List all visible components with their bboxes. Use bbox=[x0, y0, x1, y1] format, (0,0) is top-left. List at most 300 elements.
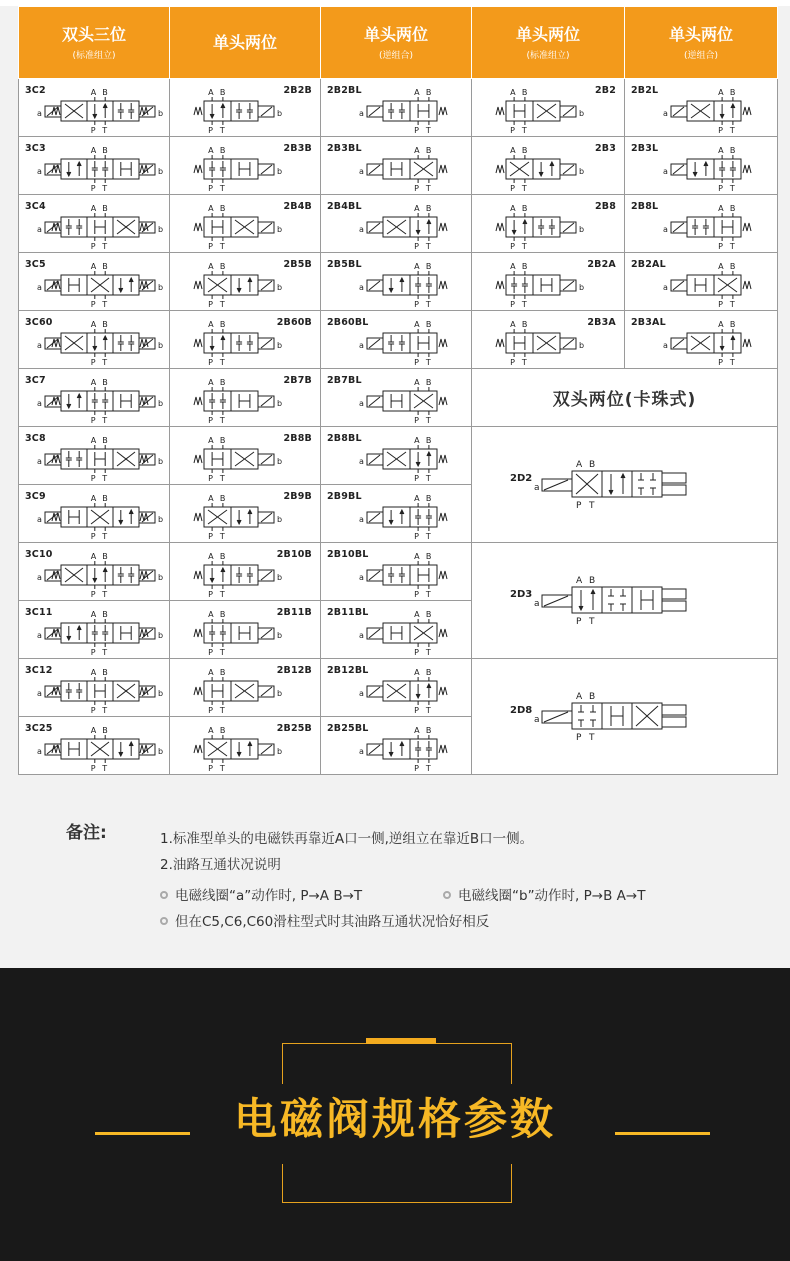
svg-text:P: P bbox=[718, 126, 723, 135]
svg-text:T: T bbox=[729, 242, 735, 251]
svg-text:a: a bbox=[359, 573, 364, 582]
valve-cell bbox=[170, 311, 321, 369]
svg-text:T: T bbox=[219, 416, 225, 425]
svg-text:T: T bbox=[521, 358, 527, 367]
svg-text:B: B bbox=[589, 576, 596, 586]
svg-text:A: A bbox=[90, 436, 97, 445]
svg-text:b: b bbox=[158, 631, 164, 640]
svg-text:b: b bbox=[579, 167, 585, 176]
svg-text:a: a bbox=[37, 283, 42, 292]
svg-text:P: P bbox=[208, 706, 213, 715]
svg-text:P: P bbox=[576, 617, 582, 627]
valve-cell bbox=[170, 485, 321, 543]
svg-text:B: B bbox=[521, 204, 528, 213]
remark-bullet-3 bbox=[160, 910, 489, 930]
svg-text:A: A bbox=[718, 320, 724, 329]
valve-cell bbox=[321, 717, 472, 775]
model-code: 2B2AL bbox=[631, 259, 666, 270]
valve-cell bbox=[625, 311, 778, 369]
svg-text:P: P bbox=[414, 532, 419, 541]
svg-text:B: B bbox=[219, 726, 226, 735]
svg-text:b: b bbox=[158, 399, 164, 408]
table-row bbox=[19, 311, 778, 369]
banner-accent-bar bbox=[366, 1038, 436, 1044]
svg-text:A: A bbox=[90, 262, 97, 271]
svg-text:A: A bbox=[414, 610, 420, 619]
model-code: 2B10B bbox=[276, 549, 312, 560]
svg-text:b: b bbox=[277, 573, 283, 582]
valve-cell bbox=[321, 601, 472, 659]
valve-cell bbox=[170, 717, 321, 775]
model-code: 2B10BL bbox=[327, 549, 369, 560]
svg-text:P: P bbox=[414, 358, 419, 367]
svg-text:P: P bbox=[414, 126, 419, 135]
model-code: 2B12BL bbox=[327, 665, 369, 676]
valve-cell bbox=[472, 79, 625, 137]
valve-cell bbox=[19, 195, 170, 253]
svg-text:B: B bbox=[102, 494, 108, 503]
svg-text:b: b bbox=[158, 747, 164, 756]
svg-text:B: B bbox=[102, 610, 108, 619]
remark-line-2: 2.油路互通状况说明 bbox=[160, 857, 281, 873]
detent-valve-cell bbox=[472, 659, 778, 775]
svg-text:A: A bbox=[208, 262, 214, 271]
svg-text:P: P bbox=[90, 474, 96, 483]
valve-cell bbox=[625, 195, 778, 253]
svg-text:T: T bbox=[589, 733, 595, 743]
svg-text:A: A bbox=[208, 146, 214, 155]
model-code: 2B2B bbox=[283, 85, 312, 96]
svg-text:B: B bbox=[219, 668, 226, 677]
svg-text:b: b bbox=[158, 109, 164, 118]
model-code: 3C10 bbox=[25, 549, 53, 560]
table-row bbox=[19, 79, 778, 137]
svg-text:P: P bbox=[90, 590, 96, 599]
remark-bullet-1 bbox=[160, 884, 362, 904]
svg-text:A: A bbox=[718, 146, 724, 155]
svg-text:B: B bbox=[521, 320, 528, 329]
svg-text:B: B bbox=[425, 726, 432, 735]
valve-cell bbox=[19, 601, 170, 659]
svg-text:T: T bbox=[102, 416, 108, 425]
model-code: 2B2L bbox=[631, 85, 659, 96]
valve-cell bbox=[321, 195, 472, 253]
svg-text:A: A bbox=[90, 146, 97, 155]
svg-text:T: T bbox=[425, 764, 431, 773]
header-cell: 单头两位 bbox=[170, 7, 321, 79]
model-code: 2B8 bbox=[594, 201, 616, 212]
svg-text:A: A bbox=[414, 494, 420, 503]
svg-text:B: B bbox=[425, 146, 432, 155]
table-row bbox=[19, 427, 778, 485]
svg-text:a: a bbox=[663, 283, 668, 292]
svg-text:T: T bbox=[729, 184, 735, 193]
svg-text:A: A bbox=[208, 668, 214, 677]
svg-text:b: b bbox=[158, 689, 164, 698]
svg-text:P: P bbox=[510, 126, 515, 135]
svg-text:A: A bbox=[208, 494, 214, 503]
svg-text:A: A bbox=[576, 460, 583, 470]
svg-text:a: a bbox=[359, 747, 364, 756]
model-code: 3C12 bbox=[25, 665, 53, 676]
svg-text:P: P bbox=[414, 764, 419, 773]
svg-text:T: T bbox=[425, 416, 431, 425]
model-code: 2B12B bbox=[276, 665, 312, 676]
svg-text:T: T bbox=[219, 300, 225, 309]
svg-text:P: P bbox=[718, 242, 723, 251]
svg-text:P: P bbox=[576, 501, 582, 511]
model-code: 2B2BL bbox=[327, 85, 362, 96]
detent-valve-cell bbox=[472, 427, 778, 543]
svg-text:A: A bbox=[208, 88, 214, 97]
model-code: 2B2 bbox=[594, 85, 616, 96]
svg-text:P: P bbox=[414, 242, 419, 251]
svg-text:A: A bbox=[414, 552, 420, 561]
svg-text:A: A bbox=[208, 204, 214, 213]
valve-cell bbox=[321, 659, 472, 717]
svg-text:b: b bbox=[277, 515, 283, 524]
svg-text:A: A bbox=[414, 436, 420, 445]
svg-text:T: T bbox=[219, 706, 225, 715]
svg-text:b: b bbox=[277, 689, 283, 698]
svg-text:P: P bbox=[90, 648, 96, 657]
svg-text:a: a bbox=[359, 109, 364, 118]
svg-text:A: A bbox=[510, 204, 516, 213]
svg-text:P: P bbox=[208, 184, 213, 193]
svg-text:b: b bbox=[579, 341, 585, 350]
svg-text:B: B bbox=[219, 204, 226, 213]
svg-text:a: a bbox=[534, 483, 540, 493]
svg-text:P: P bbox=[90, 358, 96, 367]
valve-cell bbox=[321, 485, 472, 543]
valve-cell bbox=[19, 717, 170, 775]
svg-text:P: P bbox=[414, 300, 419, 309]
table-row bbox=[19, 369, 778, 427]
model-code: 2B8B bbox=[283, 433, 312, 444]
svg-text:a: a bbox=[359, 631, 364, 640]
valve-cell bbox=[19, 543, 170, 601]
svg-text:a: a bbox=[359, 689, 364, 698]
svg-text:B: B bbox=[729, 88, 736, 97]
svg-text:P: P bbox=[208, 764, 213, 773]
svg-text:a: a bbox=[359, 515, 364, 524]
svg-text:T: T bbox=[521, 300, 527, 309]
svg-text:a: a bbox=[359, 341, 364, 350]
detent-valve-cell bbox=[472, 543, 778, 659]
valve-cell bbox=[170, 369, 321, 427]
svg-text:B: B bbox=[425, 610, 432, 619]
svg-text:b: b bbox=[158, 341, 164, 350]
svg-text:T: T bbox=[425, 648, 431, 657]
valve-cell bbox=[321, 543, 472, 601]
valve-cell bbox=[472, 195, 625, 253]
svg-text:A: A bbox=[208, 436, 214, 445]
valve-cell bbox=[170, 543, 321, 601]
svg-text:P: P bbox=[414, 474, 419, 483]
svg-text:B: B bbox=[219, 552, 226, 561]
model-code: 2B3L bbox=[631, 143, 659, 154]
svg-text:P: P bbox=[414, 184, 419, 193]
svg-text:a: a bbox=[534, 599, 540, 609]
svg-text:T: T bbox=[219, 590, 225, 599]
svg-text:a: a bbox=[663, 109, 668, 118]
svg-text:P: P bbox=[718, 358, 723, 367]
svg-text:T: T bbox=[102, 648, 108, 657]
svg-text:A: A bbox=[90, 88, 97, 97]
svg-text:P: P bbox=[208, 242, 213, 251]
svg-text:B: B bbox=[102, 262, 108, 271]
table-row bbox=[19, 253, 778, 311]
svg-text:b: b bbox=[158, 457, 164, 466]
valve-cell bbox=[19, 659, 170, 717]
svg-text:T: T bbox=[102, 126, 108, 135]
header-cell: 单头两位 (标准组立) bbox=[472, 7, 625, 79]
model-code: 2B8L bbox=[631, 201, 659, 212]
svg-text:A: A bbox=[414, 262, 420, 271]
svg-text:P: P bbox=[208, 590, 213, 599]
model-code: 3C5 bbox=[25, 259, 46, 270]
valve-cell bbox=[19, 485, 170, 543]
svg-text:a: a bbox=[359, 399, 364, 408]
svg-text:T: T bbox=[102, 358, 108, 367]
svg-text:A: A bbox=[510, 146, 516, 155]
svg-text:b: b bbox=[277, 283, 283, 292]
svg-text:P: P bbox=[208, 416, 213, 425]
svg-text:B: B bbox=[102, 88, 108, 97]
svg-text:T: T bbox=[589, 617, 595, 627]
svg-text:b: b bbox=[277, 457, 283, 466]
svg-text:B: B bbox=[521, 88, 528, 97]
svg-text:b: b bbox=[158, 283, 164, 292]
svg-text:T: T bbox=[425, 532, 431, 541]
svg-text:A: A bbox=[208, 378, 214, 387]
svg-text:B: B bbox=[521, 146, 528, 155]
svg-text:T: T bbox=[219, 358, 225, 367]
model-code: 2B2A bbox=[587, 259, 616, 270]
valve-cell bbox=[625, 253, 778, 311]
valve-cell bbox=[321, 137, 472, 195]
valve-cell bbox=[321, 79, 472, 137]
model-code: 2B3BL bbox=[327, 143, 362, 154]
svg-text:B: B bbox=[219, 436, 226, 445]
svg-text:B: B bbox=[102, 552, 108, 561]
bullet-text: 电磁线圈“a”动作时, P→A B→T bbox=[175, 888, 363, 904]
svg-text:A: A bbox=[90, 494, 97, 503]
model-code: 2B3A bbox=[587, 317, 616, 328]
svg-text:a: a bbox=[359, 457, 364, 466]
model-code: 2B4B bbox=[283, 201, 312, 212]
svg-text:T: T bbox=[219, 474, 225, 483]
svg-text:P: P bbox=[90, 300, 96, 309]
model-code: 2D3 bbox=[510, 589, 533, 600]
svg-text:T: T bbox=[521, 126, 527, 135]
svg-text:A: A bbox=[208, 320, 214, 329]
svg-text:A: A bbox=[208, 726, 214, 735]
svg-text:T: T bbox=[102, 242, 108, 251]
valve-cell bbox=[170, 79, 321, 137]
svg-text:A: A bbox=[510, 262, 516, 271]
model-code: 2B11BL bbox=[327, 607, 369, 618]
bullet-text: 但在C5,C6,C60滑柱型式时其油路互通状况恰好相反 bbox=[175, 914, 490, 930]
valve-cell bbox=[170, 659, 321, 717]
svg-text:B: B bbox=[425, 88, 432, 97]
svg-text:T: T bbox=[425, 358, 431, 367]
svg-text:T: T bbox=[219, 242, 225, 251]
svg-text:B: B bbox=[729, 204, 736, 213]
svg-text:B: B bbox=[425, 378, 432, 387]
table-row bbox=[19, 543, 778, 601]
svg-text:T: T bbox=[102, 706, 108, 715]
svg-text:A: A bbox=[90, 320, 97, 329]
valve-cell bbox=[472, 253, 625, 311]
svg-text:a: a bbox=[37, 109, 42, 118]
detent-valve-symbol-icon bbox=[472, 659, 778, 775]
svg-text:P: P bbox=[718, 300, 723, 309]
svg-text:P: P bbox=[208, 532, 213, 541]
svg-text:A: A bbox=[90, 668, 97, 677]
svg-text:a: a bbox=[359, 225, 364, 234]
svg-text:B: B bbox=[521, 262, 528, 271]
svg-text:b: b bbox=[277, 399, 283, 408]
svg-text:a: a bbox=[37, 457, 42, 466]
header-cell: 单头两位 (逆组合) bbox=[321, 7, 472, 79]
model-code: 2D2 bbox=[510, 473, 533, 484]
model-code: 2B25BL bbox=[327, 723, 369, 734]
model-code: 3C8 bbox=[25, 433, 46, 444]
banner-title: 电磁阀规格参数 bbox=[234, 1095, 556, 1145]
svg-text:T: T bbox=[102, 184, 108, 193]
remark-line-1: 1.标准型单头的电磁铁再靠近A口一侧,逆组立在靠近B口一侧。 bbox=[160, 831, 534, 847]
valve-cell bbox=[625, 137, 778, 195]
svg-text:A: A bbox=[414, 668, 420, 677]
svg-text:P: P bbox=[414, 590, 419, 599]
svg-text:T: T bbox=[729, 300, 735, 309]
model-code: 2B9B bbox=[283, 491, 312, 502]
table-row bbox=[19, 195, 778, 253]
valve-cell bbox=[170, 601, 321, 659]
svg-text:B: B bbox=[729, 146, 736, 155]
svg-text:a: a bbox=[37, 167, 42, 176]
svg-text:T: T bbox=[425, 242, 431, 251]
svg-text:A: A bbox=[90, 726, 97, 735]
svg-text:B: B bbox=[425, 204, 432, 213]
valve-cell bbox=[19, 137, 170, 195]
svg-text:P: P bbox=[90, 532, 96, 541]
model-code: 3C7 bbox=[25, 375, 46, 386]
svg-text:P: P bbox=[718, 184, 723, 193]
svg-text:A: A bbox=[718, 262, 724, 271]
svg-text:b: b bbox=[158, 167, 164, 176]
svg-text:P: P bbox=[576, 733, 582, 743]
svg-text:T: T bbox=[219, 764, 225, 773]
svg-text:P: P bbox=[90, 416, 96, 425]
svg-text:P: P bbox=[414, 706, 419, 715]
svg-text:a: a bbox=[359, 167, 364, 176]
svg-text:P: P bbox=[510, 242, 515, 251]
model-code: 3C4 bbox=[25, 201, 46, 212]
svg-text:b: b bbox=[579, 283, 585, 292]
svg-text:T: T bbox=[425, 590, 431, 599]
svg-text:A: A bbox=[414, 88, 420, 97]
svg-text:b: b bbox=[158, 515, 164, 524]
svg-text:A: A bbox=[90, 610, 97, 619]
svg-text:T: T bbox=[425, 300, 431, 309]
svg-text:B: B bbox=[425, 436, 432, 445]
model-code: 3C9 bbox=[25, 491, 46, 502]
svg-text:A: A bbox=[208, 610, 214, 619]
model-code: 3C11 bbox=[25, 607, 53, 618]
svg-text:B: B bbox=[589, 692, 596, 702]
svg-text:B: B bbox=[425, 494, 432, 503]
svg-text:B: B bbox=[102, 320, 108, 329]
table-row bbox=[19, 659, 778, 717]
svg-text:b: b bbox=[277, 109, 283, 118]
svg-text:T: T bbox=[219, 126, 225, 135]
valve-cell bbox=[170, 137, 321, 195]
svg-text:T: T bbox=[729, 358, 735, 367]
model-code: 2B11B bbox=[276, 607, 312, 618]
bullet-icon bbox=[160, 917, 168, 925]
svg-text:P: P bbox=[90, 126, 96, 135]
svg-text:B: B bbox=[219, 494, 226, 503]
model-code: 2B3 bbox=[594, 143, 616, 154]
model-code: 2B5B bbox=[283, 259, 312, 270]
detent-valve-symbol-icon bbox=[472, 543, 778, 659]
svg-text:B: B bbox=[219, 378, 226, 387]
svg-text:A: A bbox=[414, 204, 420, 213]
svg-text:T: T bbox=[102, 474, 108, 483]
svg-text:T: T bbox=[425, 184, 431, 193]
svg-text:a: a bbox=[37, 747, 42, 756]
svg-text:b: b bbox=[277, 225, 283, 234]
svg-text:B: B bbox=[102, 378, 108, 387]
svg-text:P: P bbox=[208, 300, 213, 309]
svg-text:T: T bbox=[425, 126, 431, 135]
svg-text:A: A bbox=[718, 204, 724, 213]
svg-text:T: T bbox=[219, 648, 225, 657]
svg-text:T: T bbox=[102, 300, 108, 309]
svg-text:B: B bbox=[219, 88, 226, 97]
svg-text:P: P bbox=[208, 474, 213, 483]
model-code: 2B60BL bbox=[327, 317, 369, 328]
svg-text:B: B bbox=[425, 668, 432, 677]
model-code: 2B4BL bbox=[327, 201, 362, 212]
svg-text:A: A bbox=[90, 552, 97, 561]
svg-text:a: a bbox=[37, 689, 42, 698]
svg-text:P: P bbox=[414, 416, 419, 425]
model-code: 2B9BL bbox=[327, 491, 362, 502]
svg-text:T: T bbox=[425, 706, 431, 715]
svg-text:T: T bbox=[521, 184, 527, 193]
valve-cell bbox=[321, 427, 472, 485]
svg-text:T: T bbox=[521, 242, 527, 251]
valve-cell bbox=[19, 311, 170, 369]
svg-text:A: A bbox=[414, 146, 420, 155]
header-cell: 单头两位 (逆组合) bbox=[625, 7, 778, 79]
svg-text:b: b bbox=[277, 747, 283, 756]
svg-text:A: A bbox=[90, 204, 97, 213]
valve-cell bbox=[472, 137, 625, 195]
svg-text:B: B bbox=[219, 262, 226, 271]
svg-text:A: A bbox=[576, 692, 583, 702]
svg-text:B: B bbox=[425, 262, 432, 271]
valve-cell bbox=[19, 79, 170, 137]
valve-cell bbox=[321, 369, 472, 427]
svg-text:B: B bbox=[219, 146, 226, 155]
svg-text:B: B bbox=[589, 460, 596, 470]
valve-spec-table bbox=[18, 6, 778, 775]
valve-cell bbox=[321, 253, 472, 311]
